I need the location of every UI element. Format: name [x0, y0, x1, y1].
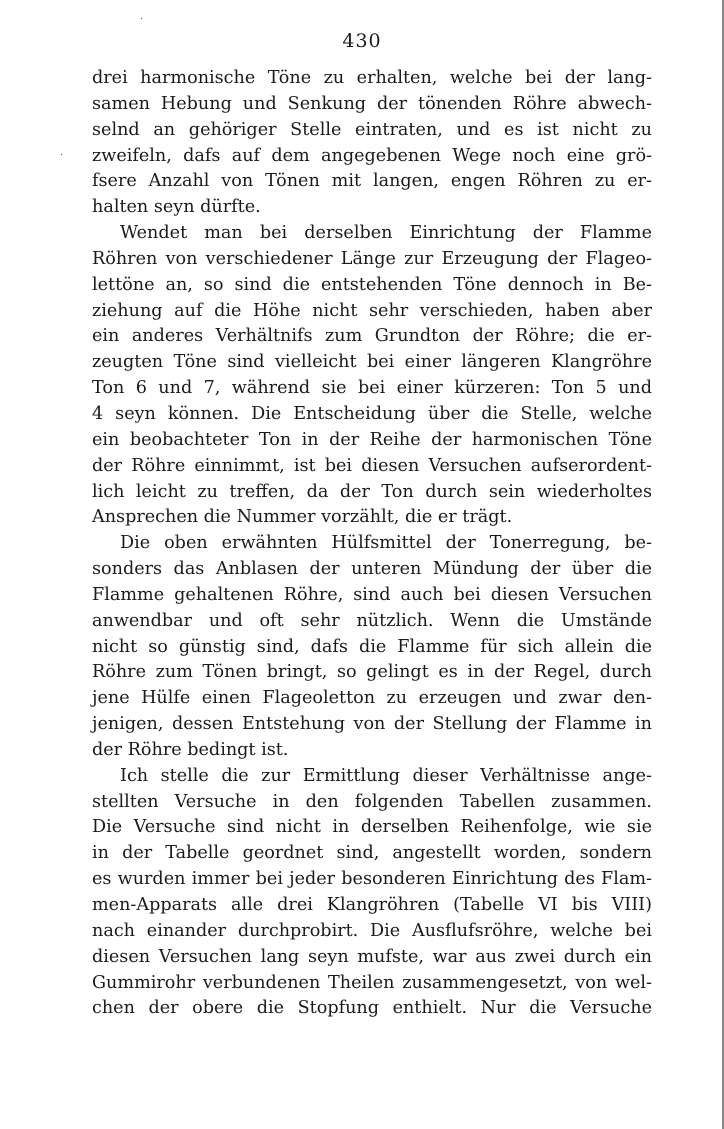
text-line: Gummirohr verbundenen Theilen zusammengesetzt, von wel-: [92, 972, 652, 993]
text-line: es wurden immer bei jeder besonderen Einrichtung des Flam-: [92, 869, 652, 890]
text-line: zweifeln, dafs auf dem angegebenen Wege noch eine grö-: [92, 145, 652, 166]
text-line: ziehung auf die Höhe nicht sehr verschieden, haben aber: [92, 300, 652, 321]
text-line: ein beobachteter Ton in der Reihe der harmonischen Töne: [92, 429, 652, 450]
text-line: sonders das Anblasen der unteren Mündung der über die: [92, 559, 652, 580]
text-line: anwendbar und oft sehr nützlich. Wenn die Umstände: [92, 610, 652, 631]
text-line: Ton 6 und 7, während sie bei einer kürzeren: Ton 5 und: [92, 378, 652, 399]
body-text: [92, 66, 652, 1022]
text-line: men-Apparats alle drei Klangröhren (Tabelle VI bis VIII): [92, 895, 652, 915]
text-line: der Röhre bedingt ist.: [92, 739, 289, 760]
text-line: samen Hebung und Senkung der tönenden Röhre abwech-: [92, 93, 652, 114]
text-line: drei harmonische Töne zu erhalten, welche bei der lang-: [92, 68, 652, 88]
text-line: Röhre zum Tönen bringt, so gelingt es in der Regel, durch: [92, 662, 652, 683]
text-line: selnd an gehöriger Stelle eintraten, und es ist nicht zu: [92, 119, 652, 140]
text-line: nach einander durchprobirt. Die Ausflufsröhre, welche bei: [92, 920, 652, 941]
text-line: chen der obere die Stopfung enthielt. Nur die Versuche: [92, 998, 652, 1019]
text-line: in der Tabelle geordnet sind, angestellt worden, sondern: [92, 843, 652, 864]
text-line: Ansprechen die Nummer vorzählt, die er trägt.: [92, 507, 513, 528]
text-line: halten seyn dürfte.: [92, 197, 261, 218]
text-line: fsere Anzahl von Tönen mit langen, engen Röhren zu er-: [92, 171, 652, 192]
page-number: 430: [342, 30, 382, 52]
text-line: stellten Versuche in den folgenden Tabellen zusammen.: [92, 791, 652, 812]
text-line: Wendet man bei derselben Einrichtung der Flamme: [120, 223, 652, 244]
text-line: nicht so günstig sind, dafs die Flamme für sich allein die: [92, 636, 652, 657]
text-line: Die Versuche sind nicht in derselben Reihenfolge, wie sie: [92, 817, 652, 838]
text-line: 4 seyn können. Die Entscheidung über die Stelle, welche: [92, 403, 652, 424]
text-line: Röhren von verschiedener Länge zur Erzeugung der Flageo-: [92, 248, 652, 269]
text-line: jenigen, dessen Entstehung von der Stellung der Flamme in: [92, 714, 652, 735]
text-line: lich leicht zu treffen, da der Ton durch sein wiederholtes: [92, 481, 652, 502]
text-line: der Röhre einnimmt, ist bei diesen Versuchen aufserordent-: [92, 455, 652, 476]
margin-mark: ·: [140, 14, 144, 25]
margin-mark: ·: [60, 150, 64, 161]
text-line: ein anderes Verhältnifs zum Grundton der Röhre; die er-: [92, 326, 652, 347]
text-line: lettöne an, so sind die entstehenden Töne dennoch in Be-: [92, 274, 652, 295]
text-line: zeugten Töne sind vielleicht bei einer längeren Klangröhre: [92, 352, 652, 373]
text-line: diesen Versuchen lang seyn mufste, war aus zwei durch ein: [92, 946, 652, 967]
text-line: Ich stelle die zur Ermittlung dieser Verhältnisse ange-: [120, 765, 652, 786]
text-line: jene Hülfe einen Flageoletton zu erzeugen und zwar den-: [92, 688, 652, 709]
text-line: Flamme gehaltenen Röhre, sind auch bei diesen Versuchen: [92, 584, 652, 605]
text-line: Die oben erwähnten Hülfsmittel der Tonerregung, be-: [120, 533, 652, 554]
